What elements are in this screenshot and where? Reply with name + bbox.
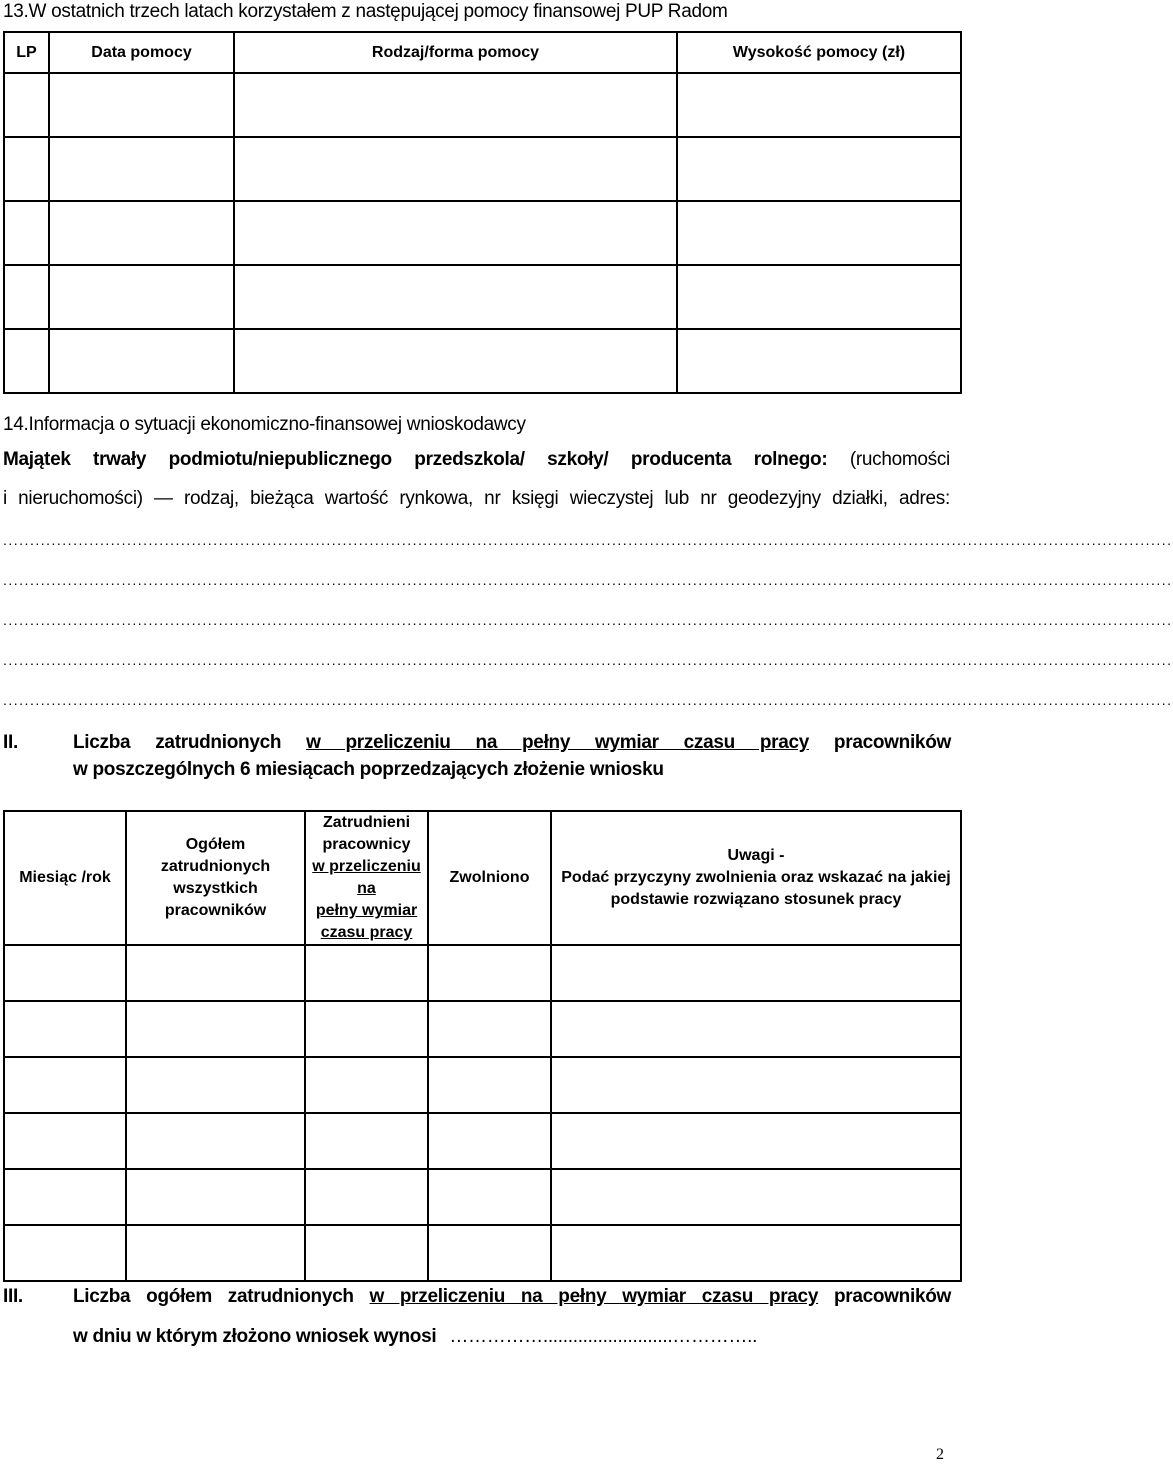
table-cell[interactable] (4, 1225, 126, 1281)
header-text: w przeliczeniu na (312, 858, 421, 897)
table-cell[interactable] (551, 1001, 961, 1057)
table-cell[interactable] (677, 329, 961, 393)
section-iii-text-b: pracowników (833, 1286, 951, 1307)
table-row (4, 1113, 961, 1169)
table-cell[interactable] (677, 201, 961, 265)
column-header-aid-date: Data pomocy (49, 32, 234, 73)
table-cell[interactable] (551, 1169, 961, 1225)
column-header-aid-type: Rodzaj/forma pomocy (234, 32, 677, 73)
table-cell[interactable] (4, 945, 126, 1001)
table-cell[interactable] (49, 329, 234, 393)
fill-in-line[interactable]: ......................................................................................................................................................................................................................... (3, 692, 1173, 708)
header-text: Zwolniono (449, 869, 530, 886)
section-ii-text-b: pracowników (833, 732, 951, 753)
fixed-assets-details: rodzaj, bieżąca wartość rynkowa, nr księgi wieczystej lub nr geodezyjny działki, adres: (183, 488, 950, 509)
table-cell[interactable] (305, 1225, 428, 1281)
table-cell[interactable] (677, 73, 961, 137)
table-cell[interactable] (234, 201, 677, 265)
table-cell[interactable] (305, 1001, 428, 1057)
table-cell[interactable] (126, 1001, 305, 1057)
table-cell[interactable] (4, 329, 49, 393)
page-number: 2 (936, 1446, 944, 1463)
em-dash: — (154, 488, 173, 509)
table-cell[interactable] (551, 1225, 961, 1281)
employment-table (3, 810, 962, 1282)
fixed-assets-immovables: i nieruchomości) (3, 488, 143, 509)
column-header-fte-employees (305, 811, 428, 945)
table-header-row (4, 811, 961, 945)
table-cell[interactable] (4, 265, 49, 329)
table-cell[interactable] (234, 137, 677, 201)
fixed-assets-line-1 (3, 449, 950, 471)
header-text: Uwagi - (727, 847, 785, 864)
section-14-title: 14.Informacja o sytuacji ekonomiczno-finansowej wnioskodawcy (3, 414, 526, 435)
section-iii-line-2 (73, 1326, 757, 1348)
header-text: czasu pracy (320, 924, 413, 941)
header-text: Miesiąc /rok (19, 869, 111, 886)
table-row (4, 1225, 961, 1281)
table-cell[interactable] (4, 73, 49, 137)
table-cell[interactable] (126, 1169, 305, 1225)
table-cell[interactable] (428, 1057, 551, 1113)
table-cell[interactable] (305, 1113, 428, 1169)
header-text: Ogółem (185, 836, 246, 853)
section-ii-line-2: w poszczególnych 6 miesiącach poprzedzających złożenie wniosku (73, 759, 664, 780)
header-text: zatrudnionych (160, 858, 271, 875)
section-ii-underlined: w przeliczeniu na pełny wymiar czasu pracy (306, 732, 810, 753)
table-row (4, 1057, 961, 1113)
table-row (4, 1169, 961, 1225)
fill-in-line[interactable]: ......................................................................................................................................................................................................................... (3, 652, 1173, 668)
table-cell[interactable] (428, 945, 551, 1001)
table-cell[interactable] (234, 329, 677, 393)
table-cell[interactable] (4, 1169, 126, 1225)
column-header-aid-amount: Wysokość pomocy (zł) (677, 32, 961, 73)
section-ii-line-1 (73, 732, 951, 754)
table-row (4, 137, 961, 201)
table-cell[interactable] (305, 1169, 428, 1225)
table-cell[interactable] (234, 265, 677, 329)
section-iii-number: III. (3, 1286, 23, 1307)
table-cell[interactable] (428, 1225, 551, 1281)
table-row (4, 201, 961, 265)
table-row (4, 265, 961, 329)
table-cell[interactable] (49, 265, 234, 329)
header-text: podstawie rozwiązano stosunek pracy (610, 891, 902, 908)
section-iii-text-a: Liczba ogółem zatrudnionych (73, 1286, 354, 1307)
header-text: pracownicy (322, 836, 411, 853)
column-header-total-employed (126, 811, 305, 945)
table-cell[interactable] (4, 1001, 126, 1057)
table-cell[interactable] (126, 1057, 305, 1113)
section-iii-text: w dniu w którym złożono wniosek wynosi (73, 1326, 437, 1347)
table-cell[interactable] (49, 201, 234, 265)
column-header-lp: LP (4, 32, 49, 73)
fixed-assets-label: Majątek trwały podmiotu/niepublicznego przedszkola/ szkoły/ producenta rolnego: (3, 449, 828, 470)
fill-in-line[interactable]: ......................................................................................................................................................................................................................... (3, 532, 1173, 548)
table-row (4, 329, 961, 393)
fill-in-line[interactable]: ......................................................................................................................................................................................................................... (3, 612, 1173, 628)
section-ii-text-a: Liczba zatrudnionych (73, 732, 282, 753)
table-cell[interactable] (126, 1113, 305, 1169)
table-header-row (4, 32, 961, 73)
table-cell[interactable] (49, 73, 234, 137)
table-cell[interactable] (551, 1057, 961, 1113)
table-cell[interactable] (49, 137, 234, 201)
table-cell[interactable] (4, 1113, 126, 1169)
table-cell[interactable] (428, 1169, 551, 1225)
table-cell[interactable] (305, 945, 428, 1001)
header-text: Zatrudnieni (322, 814, 411, 831)
table-cell[interactable] (234, 73, 677, 137)
table-row (4, 1001, 961, 1057)
fill-in-line[interactable]: ......................................................................................................................................................................................................................... (3, 572, 1173, 588)
section-iii-line-1 (73, 1286, 951, 1308)
table-cell[interactable] (428, 1113, 551, 1169)
column-header-month (4, 811, 126, 945)
fixed-assets-movables: (ruchomości (849, 449, 950, 470)
table-row (4, 73, 961, 137)
fixed-assets-line-2 (3, 488, 950, 510)
table-cell[interactable] (126, 1225, 305, 1281)
fill-in-line[interactable]: ……………..........................………….. (449, 1326, 758, 1347)
column-header-notes (551, 811, 961, 945)
table-cell[interactable] (126, 945, 305, 1001)
table-cell[interactable] (4, 137, 49, 201)
table-cell[interactable] (551, 945, 961, 1001)
section-ii-number: II. (3, 732, 18, 753)
header-text: wszystkich (173, 880, 258, 897)
table-cell[interactable] (677, 265, 961, 329)
header-text: pełny wymiar (315, 902, 418, 919)
table-cell[interactable] (4, 1057, 126, 1113)
table-row (4, 945, 961, 1001)
table-cell[interactable] (551, 1113, 961, 1169)
column-header-dismissed (428, 811, 551, 945)
header-text: pracowników (164, 902, 267, 919)
header-text: Podać przyczyny zwolnienia oraz wskazać na jakiej (561, 869, 951, 886)
table-cell[interactable] (305, 1057, 428, 1113)
table-cell[interactable] (677, 137, 961, 201)
table-cell[interactable] (428, 1001, 551, 1057)
section-iii-underlined: w przeliczeniu na pełny wymiar czasu pracy (369, 1286, 819, 1307)
table-cell[interactable] (4, 201, 49, 265)
financial-aid-table (3, 31, 962, 394)
section-13-title: 13.W ostatnich trzech latach korzystałem z następującej pomocy finansowej PUP Radom (3, 1, 728, 22)
